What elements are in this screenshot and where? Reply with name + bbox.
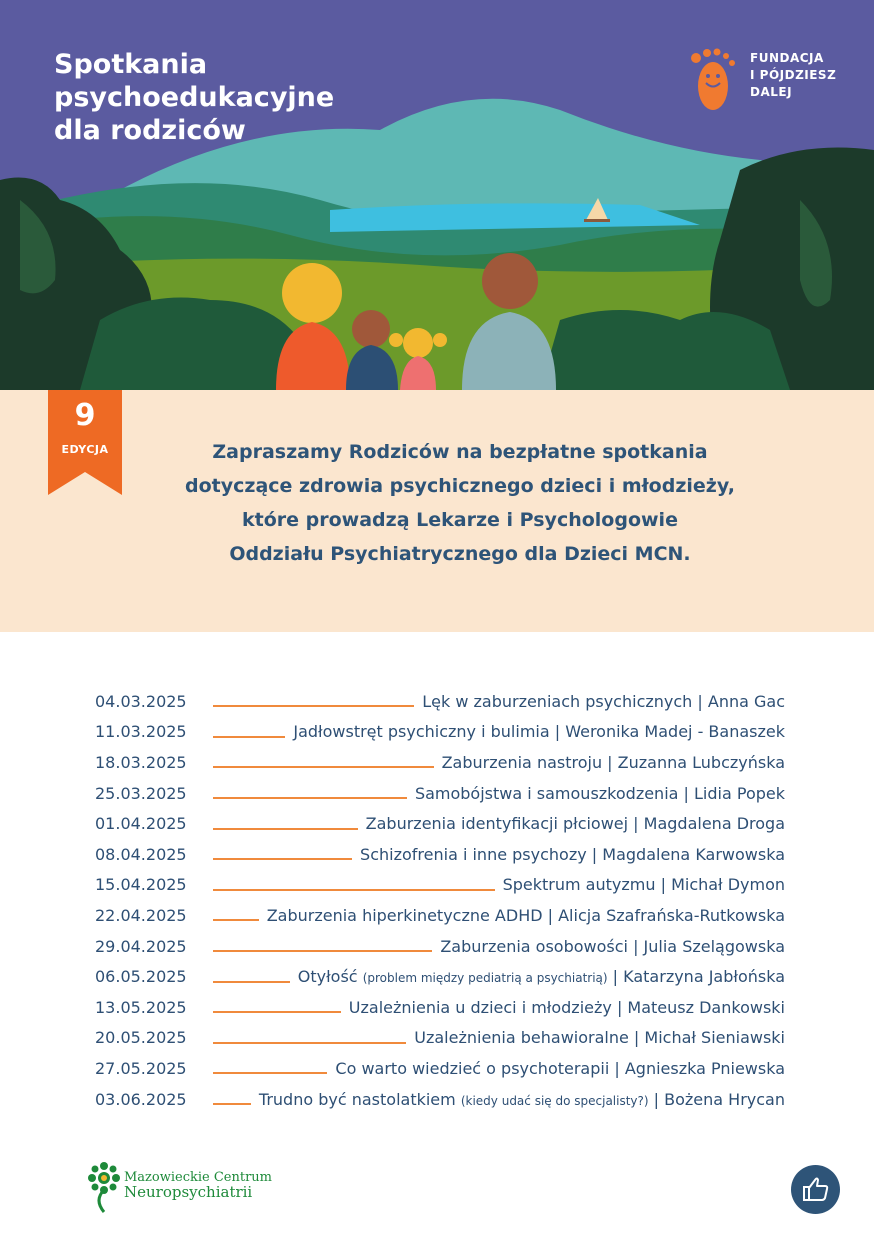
session-entry: Co warto wiedzieć o psychoterapii | Agnieszka Pniewska (335, 1058, 785, 1078)
session-entry: Samobójstwa i samouszkodzenia | Lidia Popek (414, 783, 785, 803)
session-speaker: Anna Gac (707, 691, 785, 711)
session-entry: Lęk w zaburzeniach psychicznych | Anna Gac (422, 691, 785, 711)
schedule-row (95, 1053, 785, 1084)
edition-badge (48, 390, 122, 495)
session-date: 01.04.2025 (95, 814, 187, 834)
leader-line (213, 1042, 406, 1044)
session-date: 11.03.2025 (95, 722, 187, 742)
session-entry: Zaburzenia nastroju | Zuzanna Lubczyńska (441, 752, 785, 772)
session-topic: Spektrum autyzmu (502, 875, 656, 895)
intro-line: dotyczące zdrowia psychicznego dzieci i młodzieży, (185, 475, 735, 497)
session-speaker: Katarzyna Jabłońska (623, 967, 785, 987)
session-date: 25.03.2025 (95, 783, 187, 803)
mcn-flower-logo-icon (86, 1160, 122, 1214)
session-topic: Zaburzenia nastroju (441, 752, 603, 772)
schedule-row (95, 870, 785, 901)
session-entry: Trudno być nastolatkiem (kiedy udać się do specjalisty?) | Bożena Hrycan (258, 1089, 785, 1109)
mcn-line-2: Neuropsychiatrii (124, 1183, 253, 1201)
session-topic: Co warto wiedzieć o psychoterapii (335, 1058, 610, 1078)
mcn-logo (86, 1160, 306, 1214)
edition-label: EDYCJA (61, 443, 109, 456)
leader-line (213, 1011, 341, 1013)
mcn-name (124, 1170, 272, 1200)
session-date: 29.04.2025 (95, 936, 187, 956)
session-speaker: Zuzanna Lubczyńska (617, 752, 785, 772)
mcn-line-1: Mazowieckie Centrum (124, 1170, 273, 1185)
session-entry: Zaburzenia identyfikacji płciowej | Magdalena Droga (365, 814, 785, 834)
session-date: 20.05.2025 (95, 1028, 187, 1048)
leader-line (213, 981, 290, 983)
session-date: 15.04.2025 (95, 875, 187, 895)
session-topic: Jadłowstręt psychiczny i bulimia (293, 722, 550, 742)
like-button[interactable] (791, 1165, 840, 1214)
leader-line (213, 950, 432, 952)
session-topic: Otyłość (297, 967, 358, 987)
schedule-row (95, 747, 785, 778)
session-topic: Lęk w zaburzeniach psychicznych (422, 691, 693, 711)
foundation-logo (688, 46, 848, 116)
session-speaker: Mateusz Dankowski (627, 997, 785, 1017)
title-line: dla rodziców (54, 115, 246, 146)
schedule-row (95, 778, 785, 809)
session-date: 18.03.2025 (95, 752, 187, 772)
session-entry: Jadłowstręt psychiczny i bulimia | Weronika Madej - Banaszek (293, 722, 785, 742)
logo-line: I PÓJDZIESZ (750, 68, 837, 82)
session-speaker: Magdalena Droga (643, 814, 785, 834)
schedule-row (95, 931, 785, 962)
session-speaker: Julia Szelągowska (643, 936, 785, 956)
session-date: 04.03.2025 (95, 691, 187, 711)
session-entry: Otyłość (problem między pediatrią a psychiatrią) | Katarzyna Jabłońska (297, 967, 785, 987)
schedule-row (95, 1084, 785, 1115)
session-speaker: Lidia Popek (694, 783, 785, 803)
session-entry: Spektrum autyzmu | Michał Dymon (502, 875, 785, 895)
session-topic: Trudno być nastolatkiem (258, 1089, 456, 1109)
session-speaker: Magdalena Karwowska (602, 844, 785, 864)
schedule-row (95, 808, 785, 839)
session-topic: Zaburzenia osobowości (440, 936, 628, 956)
session-speaker: Weronika Madej - Banaszek (565, 722, 785, 742)
logo-line: DALEJ (750, 85, 793, 99)
leader-line (213, 1072, 327, 1074)
intro-section (0, 390, 874, 632)
schedule-row (95, 961, 785, 992)
session-entry: Uzależnienia behawioralne | Michał Sieniawski (414, 1028, 785, 1048)
session-entry: Uzależnienia u dzieci i młodzieży | Mateusz Dankowski (348, 997, 785, 1017)
session-topic: Uzależnienia u dzieci i młodzieży (348, 997, 612, 1017)
session-topic: Zaburzenia hiperkinetyczne ADHD (266, 905, 543, 925)
schedule-row (95, 717, 785, 748)
leader-line (213, 858, 352, 860)
leader-line (213, 797, 407, 799)
intro-line: Zapraszamy Rodziców na bezpłatne spotkania (212, 441, 708, 463)
session-note: (kiedy udać się do specjalisty?) (460, 1093, 649, 1108)
logo-line: FUNDACJA (750, 51, 824, 65)
schedule-row (95, 900, 785, 931)
foundation-name (750, 50, 836, 101)
schedule-row (95, 1023, 785, 1054)
leader-line (213, 1103, 251, 1105)
session-entry: Schizofrenia i inne psychozy | Magdalena Karwowska (360, 844, 785, 864)
session-date: 03.06.2025 (95, 1089, 187, 1109)
session-topic: Zaburzenia identyfikacji płciowej (365, 814, 629, 834)
session-note: (problem między pediatrią a psychiatrią) (362, 971, 608, 986)
intro-line: Oddziału Psychiatrycznego dla Dzieci MCN. (229, 543, 691, 565)
session-entry: Zaburzenia osobowości | Julia Szelągowska (440, 936, 785, 956)
leader-line (213, 766, 434, 768)
session-topic: Uzależnienia behawioralne (414, 1028, 629, 1048)
leader-line (213, 919, 259, 921)
session-date: 22.04.2025 (95, 905, 187, 925)
hero-banner (0, 0, 874, 390)
schedule-list (95, 686, 785, 1114)
session-speaker: Agnieszka Pniewska (624, 1058, 785, 1078)
session-date: 27.05.2025 (95, 1058, 187, 1078)
leader-line (213, 705, 414, 707)
session-date: 13.05.2025 (95, 997, 187, 1017)
session-topic: Samobójstwa i samouszkodzenia (414, 783, 679, 803)
leader-line (213, 736, 285, 738)
leader-line (213, 889, 495, 891)
schedule-row (95, 839, 785, 870)
title-line: Spotkania (54, 49, 208, 80)
session-entry: Zaburzenia hiperkinetyczne ADHD | Alicja Szafrańska-Rutkowska (266, 905, 785, 925)
session-speaker: Bożena Hrycan (664, 1089, 785, 1109)
footprint-icon (688, 46, 746, 116)
session-speaker: Alicja Szafrańska-Rutkowska (558, 905, 785, 925)
session-date: 06.05.2025 (95, 967, 187, 987)
session-speaker: Michał Dymon (671, 875, 785, 895)
session-date: 08.04.2025 (95, 844, 187, 864)
thumbs-up-icon (791, 1165, 840, 1214)
edition-number: 9 (74, 398, 96, 433)
title-line: psychoedukacyjne (54, 82, 335, 113)
session-speaker: Michał Sieniawski (644, 1028, 785, 1048)
session-topic: Schizofrenia i inne psychozy (360, 844, 587, 864)
page-title (54, 48, 334, 147)
intro-text (120, 435, 800, 571)
schedule-row (95, 686, 785, 717)
leader-line (213, 828, 358, 830)
schedule-row (95, 992, 785, 1023)
intro-line: które prowadzą Lekarze i Psychologowie (242, 509, 678, 531)
